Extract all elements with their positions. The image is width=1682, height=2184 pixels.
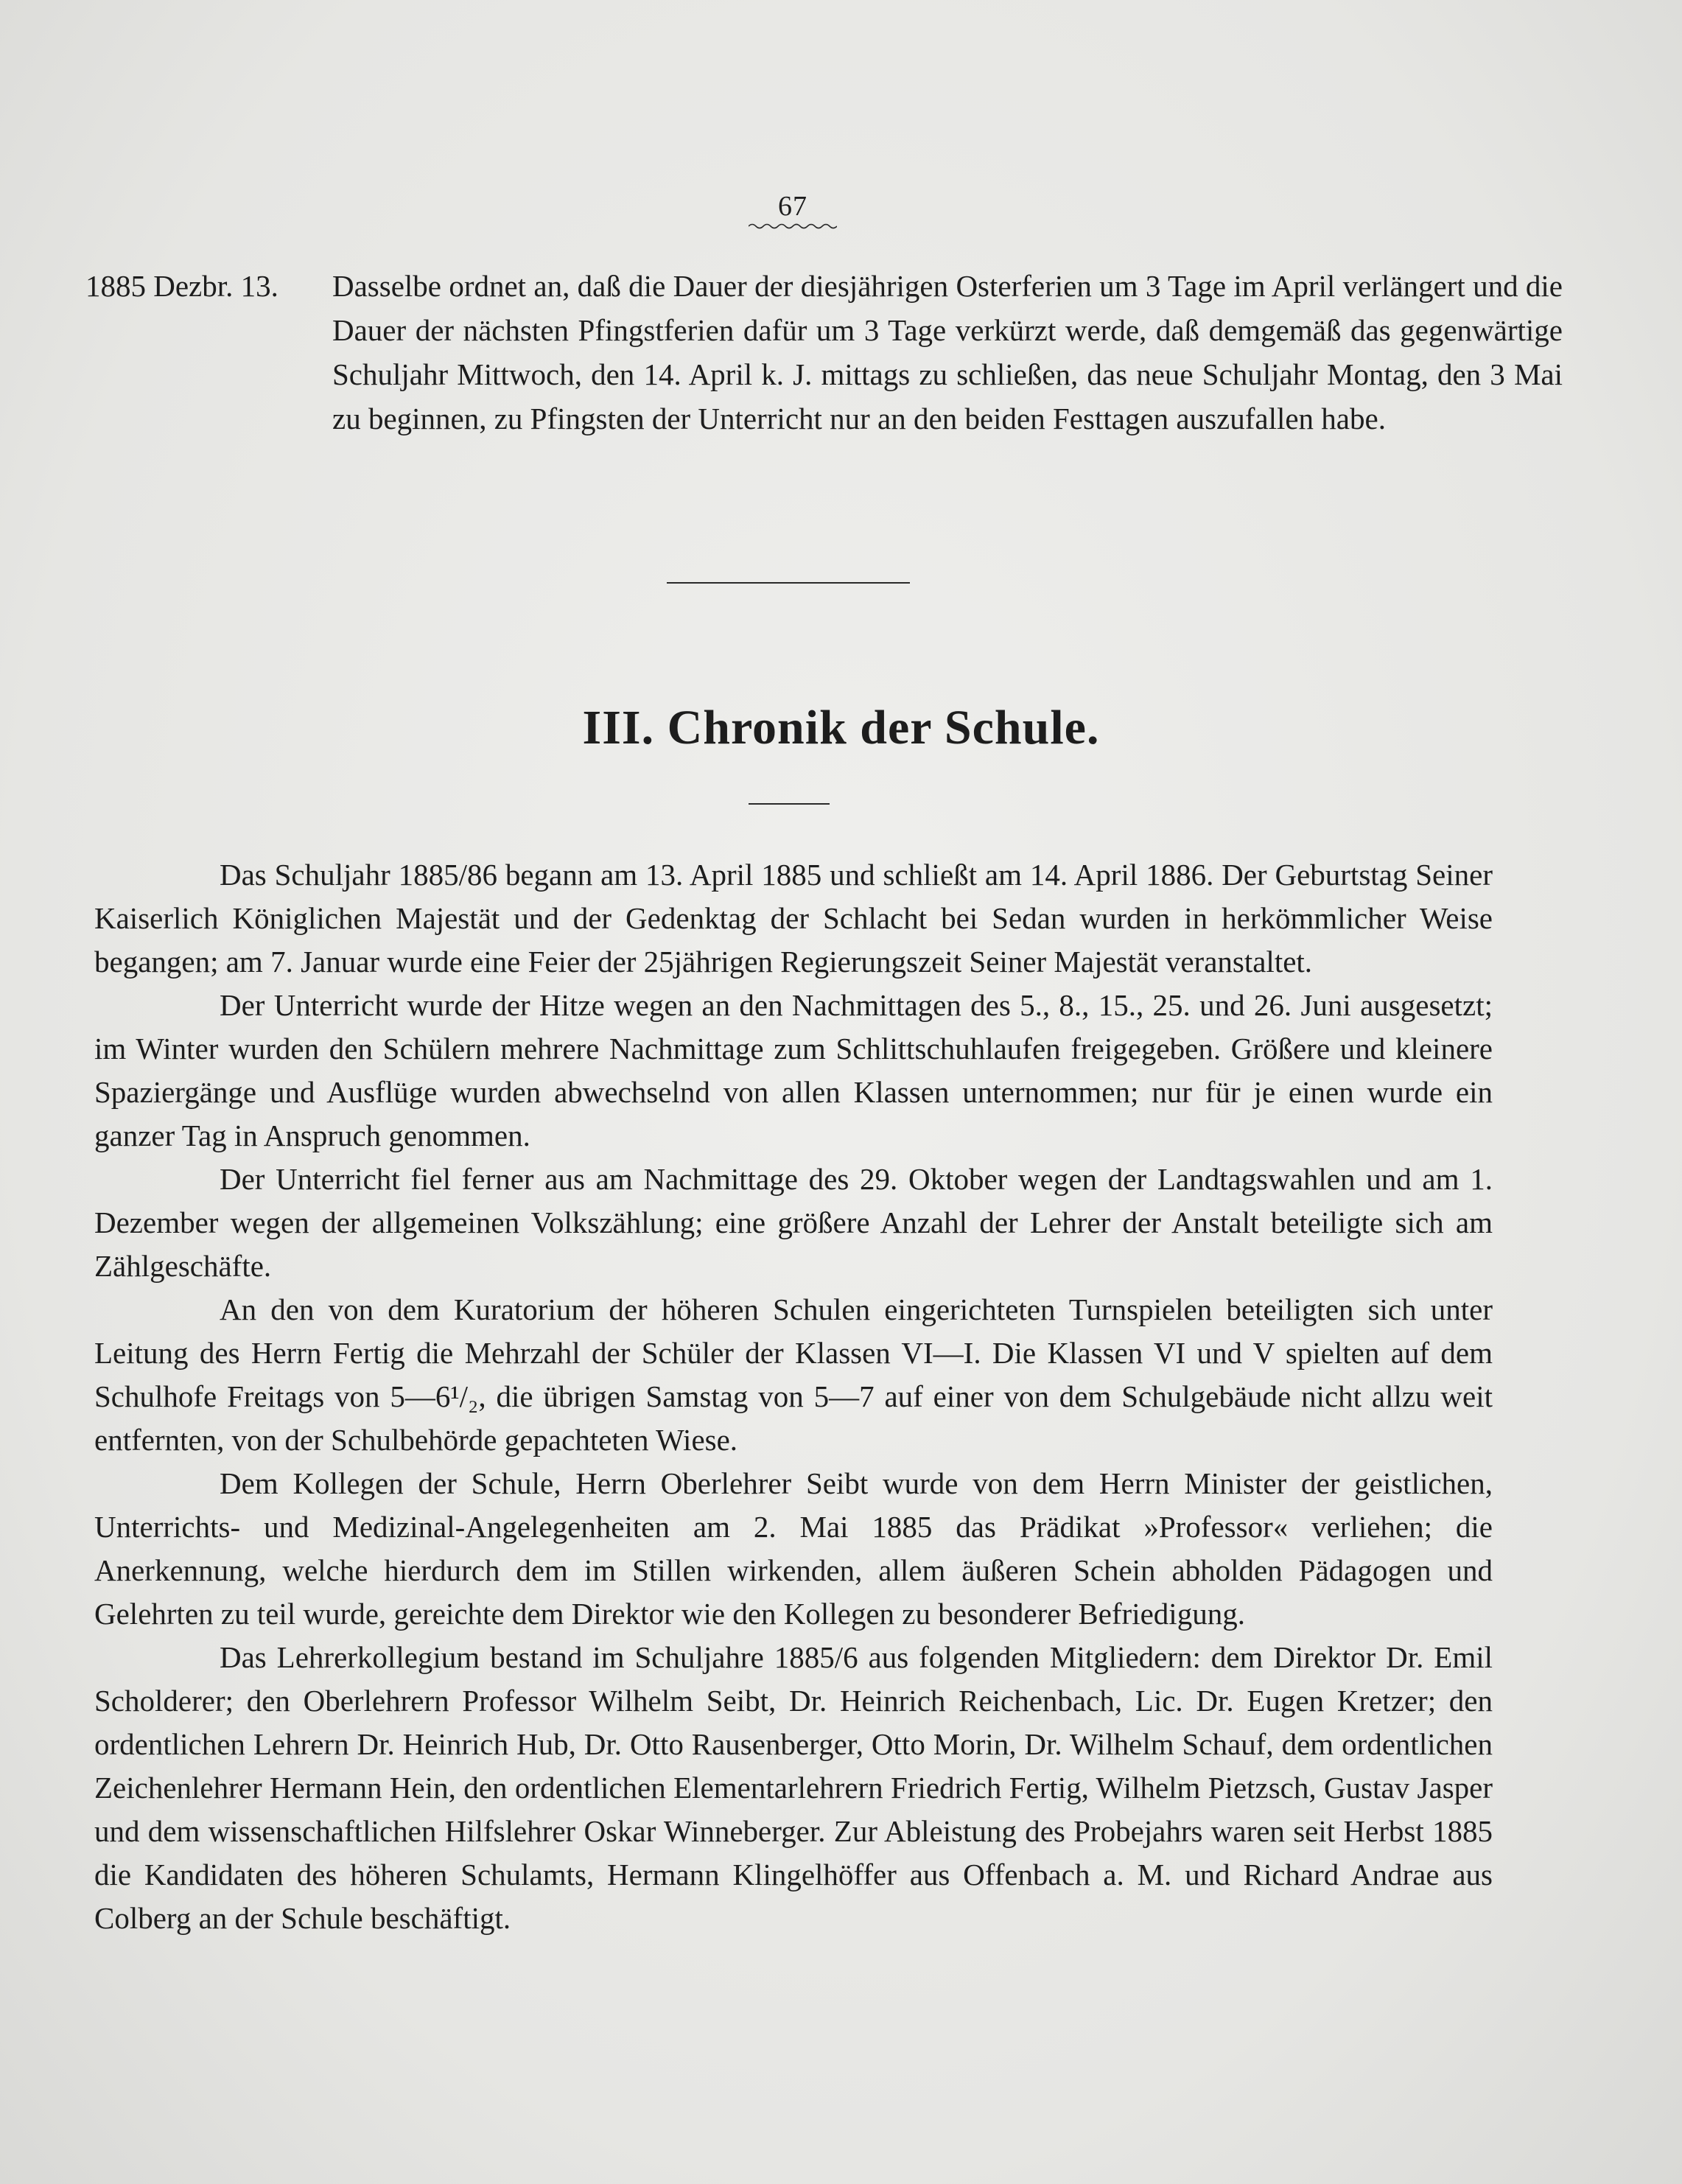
- paragraph: Dem Kollegen der Schule, Herrn Oberlehrer Seibt wurde von dem Herrn Minister der geistlichen, Unterrichts- und Medizinal-Angelegenheiten am 2. Mai 1885 das Prädikat »Professor« verliehen; die Anerkennung, welche hierdurch dem im Stillen wirkenden, allem äußeren Schein abholden Pädagogen und Gelehrten zu teil wurde, gereichte dem Direktor wie den Kollegen zu besonderer Befriedigung.: [94, 1466, 1493, 1631]
- entry-text: Dasselbe ordnet an, daß die Dauer der diesjährigen Osterferien um 3 Tage im April verlängert und die Dauer der nächsten Pfingstferien dafür um 3 Tage verkürzt werde, daß demgemäß das gegenwärtige Schuljahr Mittwoch, den 14. April k. J. mittags zu schließen, das neue Schuljahr Montag, den 3 Mai zu beginnen, zu Pfingsten der Unterricht nur an den beiden Festtagen auszufallen habe.: [332, 269, 1563, 435]
- paragraph: Der Unterricht fiel ferner aus am Nachmittage des 29. Oktober wegen der Landtagswahlen und am 1. Dezember wegen der allgemeinen Volkszählung; eine größere Anzahl der Lehrer der Anstalt beteiligte sich am Zählgeschäfte.: [94, 1162, 1493, 1283]
- section-divider: [667, 582, 910, 584]
- paragraph: Das Schuljahr 1885/86 begann am 13. April 1885 und schließt am 14. April 1886. Der Geburtstag Seiner Kaiserlich Königlichen Majestät und der Gedenktag der Schlacht bei Sedan wurden in herkömmlicher Weise begangen; am 7. Januar wurde eine Feier der 25jährigen Regierungszeit Seiner Majestät veranstaltet.: [94, 858, 1493, 979]
- paragraph: Der Unterricht wurde der Hitze wegen an den Nachmittagen des 5., 8., 15., 25. und 26. Juni ausgesetzt; im Winter wurden den Schülern mehrere Nachmittage zum Schlittschuhlaufen freigegeben. Größere und kleinere Spaziergänge und Ausflüge wurden abwechselnd von allen Klassen unternommen; nur für je einen wurde ein ganzer Tag in Anspruch genommen.: [94, 988, 1493, 1152]
- title-underline: [749, 803, 830, 805]
- paragraph: An den von dem Kuratorium der höheren Schulen eingerichteten Turnspielen beteiligten sich unter Leitung des Herrn Fertig die Mehrzahl der Schüler der Klassen VI—I. Die Klassen VI und V spielten auf dem Schulhofe Freitags von 5—6¹/₂, die übrigen Samstag von 5—7 auf einer von dem Schulgebäude nicht allzu weit entfernten, von der Schulbehörde gepachteten Wiese.: [94, 1292, 1493, 1457]
- chronicle-body: [94, 853, 1493, 1940]
- entry-date: 1885 Dezbr. 13.: [85, 269, 278, 303]
- page-number: 67: [778, 191, 807, 222]
- paragraph: Das Lehrerkollegium bestand im Schuljahre 1885/6 aus folgenden Mitgliedern: dem Direktor Dr. Emil Scholderer; den Oberlehrern Professor Wilhelm Seibt, Dr. Heinrich Reichenbach, Lic. Dr. Eugen Kretzer; den ordentlichen Lehrern Dr. Heinrich Hub, Dr. Otto Rausenberger, Otto Morin, Dr. Wilhelm Schauf, dem ordentlichen Zeichenlehrer Hermann Hein, den ordentlichen Elementarlehrern Friedrich Fertig, Wilhelm Pietzsch, Gustav Jasper und dem wissenschaftlichen Hilfslehrer Oskar Winneberger. Zur Ableistung des Probejahrs waren seit Herbst 1885 die Kandidaten des höheren Schulamts, Hermann Klingelhöffer aus Offenbach a. M. und Richard Andrae aus Colberg an der Schule beschäftigt.: [94, 1640, 1493, 1935]
- page-number-ornament: [749, 223, 837, 230]
- section-title: III. Chronik der Schule.: [582, 701, 1100, 755]
